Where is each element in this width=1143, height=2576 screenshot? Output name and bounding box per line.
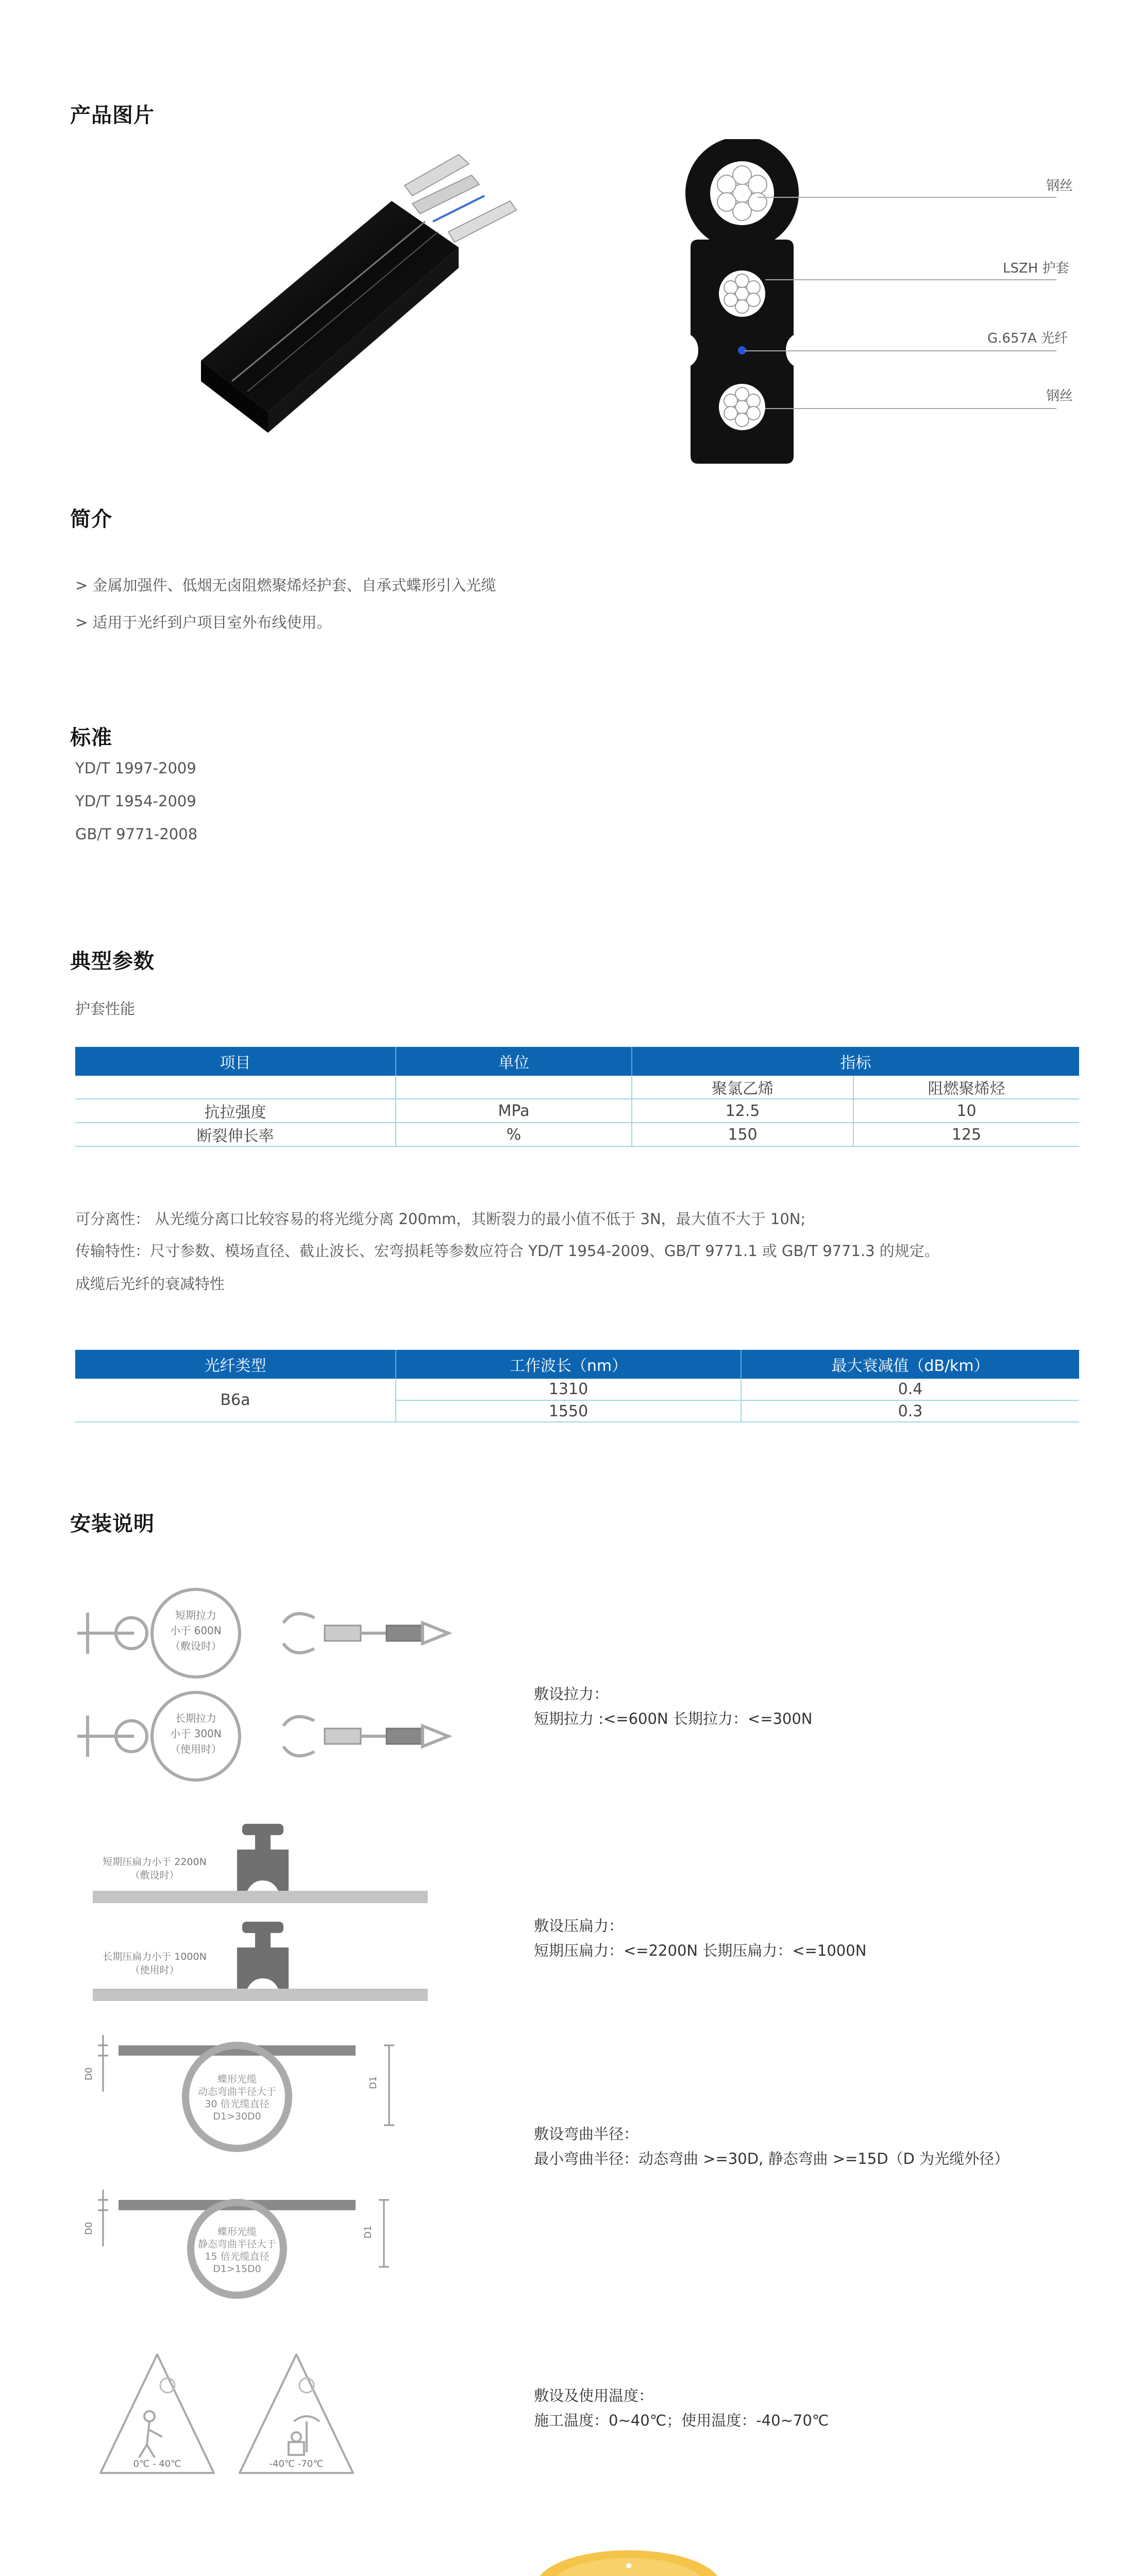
cable-reel-image — [531, 2545, 727, 2576]
table-header: 光纤类型 — [75, 1350, 396, 1379]
leader-line-steel-top — [758, 197, 1056, 198]
table-row — [75, 1123, 1079, 1146]
bend-dynamic-line1: 蝶形光缆 — [217, 2074, 257, 2085]
install-crush-text: 短期压扁力：<=2200N 长期压扁力：<=1000N — [534, 1942, 867, 1959]
label-fiber: G.657A 光纤 — [987, 331, 1068, 346]
table-row — [75, 1379, 1079, 1400]
temp-work-label: 0℃ - 40℃ — [133, 2459, 181, 2469]
leader-line-fiber — [745, 350, 1056, 351]
bend-radius-diagram — [82, 2035, 412, 2324]
tension-long-line3: （使用时） — [170, 1743, 222, 1755]
table-cell: 0.3 — [741, 1400, 1079, 1422]
bend-static-line2: 静态弯曲半径大于 — [197, 2239, 277, 2250]
label-steel-wire-bottom: 钢丝 — [1046, 388, 1073, 404]
crush-long-line1: 长期压扁力小于 1000N — [103, 1951, 207, 1962]
table-cell: % — [396, 1123, 632, 1146]
table-header: 工作波长（nm） — [396, 1350, 741, 1379]
table-cell: 1310 — [396, 1379, 741, 1400]
crush-short-line2: （敷设时） — [130, 1870, 179, 1881]
install-bend-title: 敷设弯曲半径： — [534, 2125, 639, 2143]
bend-static-line1: 蝶形光缆 — [217, 2226, 257, 2238]
install-crush-title: 敷设压扁力： — [534, 1917, 624, 1935]
intro-line-1: > 金属加强件、低烟无卤阻燃聚烯烃护套、自承式蝶形引入光缆 — [75, 577, 496, 594]
cable-cross-section — [680, 139, 835, 469]
section-title-params: 典型参数 — [70, 950, 155, 973]
standard-item: YD/T 1954-2009 — [75, 792, 196, 810]
label-steel-wire-top: 钢丝 — [1046, 178, 1073, 194]
table-cell: 150 — [632, 1123, 853, 1146]
sheath-performance-table — [75, 1047, 1079, 1147]
temperature-diagram — [98, 2349, 366, 2478]
table-cell-empty — [396, 1076, 632, 1099]
leader-line-lszh — [765, 279, 1056, 280]
section-title-standards: 标准 — [70, 726, 112, 750]
crush-long-line2: （使用时） — [130, 1964, 179, 1976]
section-title-product-image: 产品图片 — [70, 104, 155, 127]
tension-diagram — [77, 1587, 469, 1793]
table-cell-fiber-type: B6a — [75, 1379, 396, 1422]
table-header: 指标 — [632, 1047, 1079, 1076]
sun-icon — [160, 2378, 314, 2393]
worker-icon — [139, 2411, 320, 2458]
table-cell: 断裂伸长率 — [75, 1123, 396, 1146]
crush-diagram — [93, 1824, 443, 2009]
table-cell-empty — [75, 1076, 396, 1099]
table-cell: 0.4 — [741, 1379, 1079, 1400]
table-cell: 12.5 — [632, 1099, 853, 1123]
cable-photo — [170, 144, 531, 484]
install-temp-title: 敷设及使用温度： — [534, 2387, 654, 2404]
tension-short-line3: （敷设时） — [170, 1640, 222, 1652]
intro-line-2: > 适用于光纤到户项目室外布线使用。 — [75, 614, 332, 631]
bend-static-line3: 15 倍光缆直径 — [205, 2251, 270, 2262]
tension-long-line1: 长期拉力 — [175, 1712, 216, 1724]
label-d1: D1 — [363, 2225, 374, 2239]
section-title-install: 安装说明 — [70, 1512, 155, 1536]
label-d1: D1 — [368, 2076, 379, 2089]
table-header: 最大衰减值（dB/km） — [741, 1350, 1079, 1379]
bend-dynamic-line2: 动态弯曲半径大于 — [197, 2086, 277, 2097]
note-attenuation-title: 成缆后光纤的衰减特性 — [75, 1275, 225, 1293]
table-cell: 10 — [853, 1099, 1079, 1123]
standard-item: GB/T 9771-2008 — [75, 825, 198, 843]
tension-long-line2: 小于 300N — [170, 1727, 222, 1740]
table-subheader: 聚氯乙烯 — [632, 1076, 853, 1099]
tension-short-line2: 小于 600N — [170, 1624, 222, 1637]
standard-item: YD/T 1997-2009 — [75, 759, 196, 777]
tension-short-line1: 短期拉力 — [175, 1609, 216, 1621]
label-d0: D0 — [83, 2222, 94, 2235]
table-header: 单位 — [396, 1047, 632, 1076]
attenuation-table — [75, 1350, 1079, 1422]
table-cell: 抗拉强度 — [75, 1099, 396, 1123]
bend-dynamic-line3: 30 倍光缆直径 — [205, 2098, 270, 2110]
note-separability: 可分离性： 从光缆分离口比较容易的将光缆分离 200mm，其断裂力的最小值不低于 3N，最大值不大于 10N; — [75, 1210, 806, 1228]
label-d0: D0 — [83, 2067, 94, 2080]
install-tension-title: 敷设拉力： — [534, 1685, 609, 1703]
crush-short-line1: 短期压扁力小于 2200N — [103, 1856, 207, 1868]
table-header: 项目 — [75, 1047, 396, 1076]
table-cell: MPa — [396, 1099, 632, 1123]
table-subheader: 阻燃聚烯烃 — [853, 1076, 1079, 1099]
label-lszh-sheath: LSZH 护套 — [1003, 261, 1069, 276]
install-temp-text: 施工温度：0~40℃；使用温度：-40~70℃ — [534, 2412, 829, 2429]
install-bend-text: 最小弯曲半径：动态弯曲 >=30D, 静态弯曲 >=15D（D 为光缆外径） — [534, 2150, 1010, 2167]
note-transmission: 传输特性：尺寸参数、模场直径、截止波长、宏弯损耗等参数应符合 YD/T 1954-2009、GB/T 9771.1 或 GB/T 9771.3 的规定。 — [75, 1242, 939, 1260]
bend-dynamic-line4: D1>30D0 — [213, 2111, 261, 2122]
table-row — [75, 1099, 1079, 1123]
section-title-intro: 简介 — [70, 507, 112, 531]
bend-static-line4: D1>15D0 — [213, 2263, 261, 2275]
leader-line-steel-bottom — [765, 408, 1056, 409]
table-cell: 1550 — [396, 1400, 741, 1422]
temp-use-label: -40℃ -70℃ — [269, 2459, 324, 2469]
table-cell: 125 — [853, 1123, 1079, 1146]
install-tension-text: 短期拉力 :<=600N 长期拉力：<=300N — [534, 1710, 813, 1727]
params-subtitle: 护套性能 — [75, 1000, 136, 1018]
